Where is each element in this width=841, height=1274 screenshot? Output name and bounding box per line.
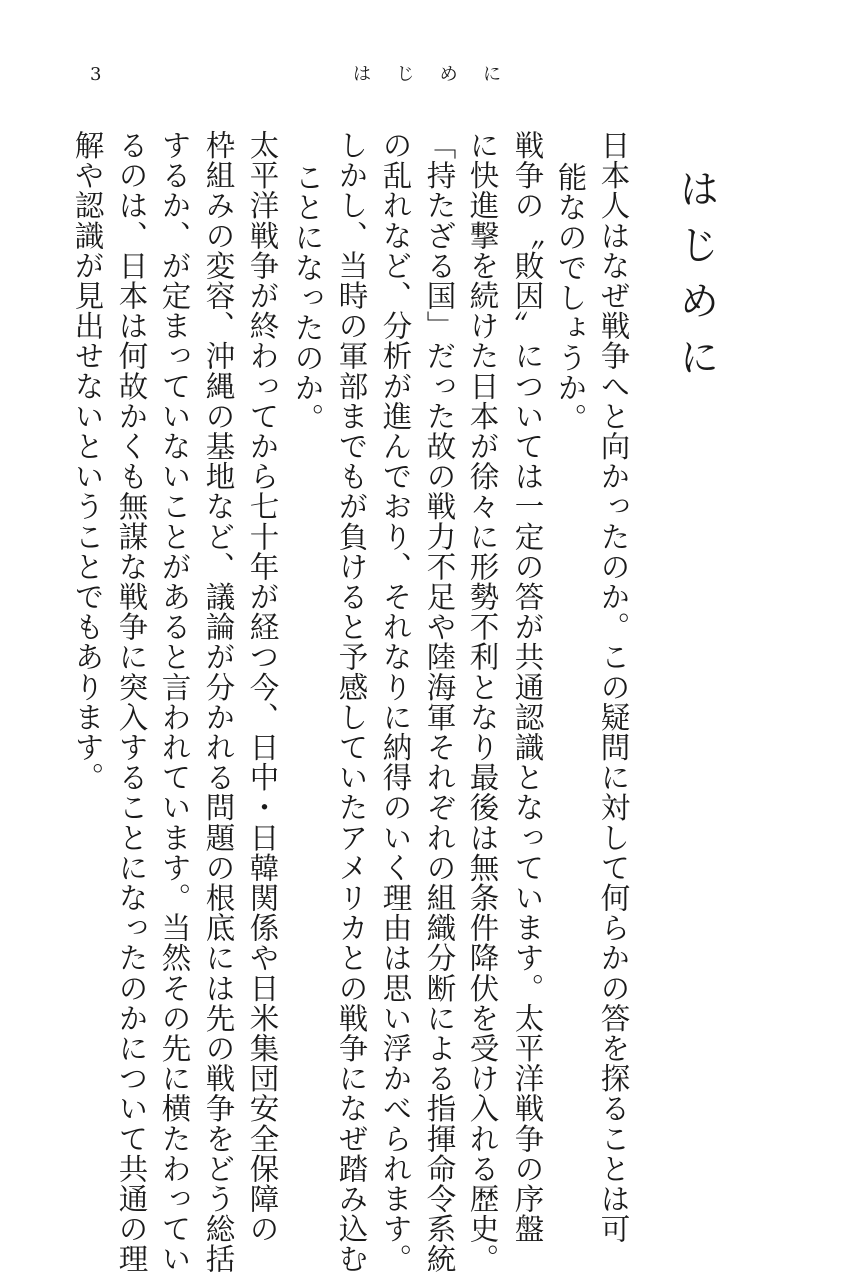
text-column: するか、が定まっていないことがあると言われています。当然その先に横たわってい bbox=[157, 130, 192, 1274]
text-column: 戦争の〝敗因〟については一定の答が共通認識となっています。太平洋戦争の序盤 bbox=[510, 130, 545, 1244]
running-head-char: は bbox=[353, 64, 371, 85]
text-column: ことになったのか。 bbox=[290, 162, 325, 433]
running-head-char: に bbox=[482, 64, 501, 85]
text-column: 「持たざる国」だった故の戦力不足や陸海軍それぞれの組織分断による指揮命令系統 bbox=[422, 130, 457, 1274]
running-head-char: め bbox=[439, 64, 458, 85]
page-number: 3 bbox=[90, 64, 102, 85]
text-column: しかし、当時の軍部までもが負けると予感していたアメリカとの戦争になぜ踏み込む bbox=[334, 130, 369, 1274]
chapter-title: はじめに bbox=[673, 168, 719, 392]
text-column: 解や認識が見出せないということでもあります。 bbox=[70, 130, 105, 793]
running-head bbox=[352, 66, 502, 84]
text-column: 太平洋戦争が終わってから七十年が経つ今、日中・日韓関係や日米集団安全保障の bbox=[245, 130, 280, 1244]
text-column: るのは、日本は何故かくも無謀な戦争に突入することになったのかについて共通の理 bbox=[114, 130, 149, 1274]
text-column: に快進撃を続けた日本が徐々に形勢不利となり最後は無条件降伏を受け入れる歴史。 bbox=[465, 130, 500, 1274]
text-column: 日本人はなぜ戦争へと向かったのか。この疑問に対して何らかの答を探ることは可 bbox=[596, 130, 631, 1244]
running-head-char: じ bbox=[396, 64, 415, 85]
text-column: 能なのでしょうか。 bbox=[553, 162, 588, 433]
text-column: 枠組みの変容、沖縄の基地など、議論が分かれる問題の根底には先の戦争をどう総括 bbox=[201, 130, 236, 1274]
text-column: の乱れなど、分析が進んでおり、それなりに納得のいく理由は思い浮かべられます。 bbox=[378, 130, 413, 1274]
